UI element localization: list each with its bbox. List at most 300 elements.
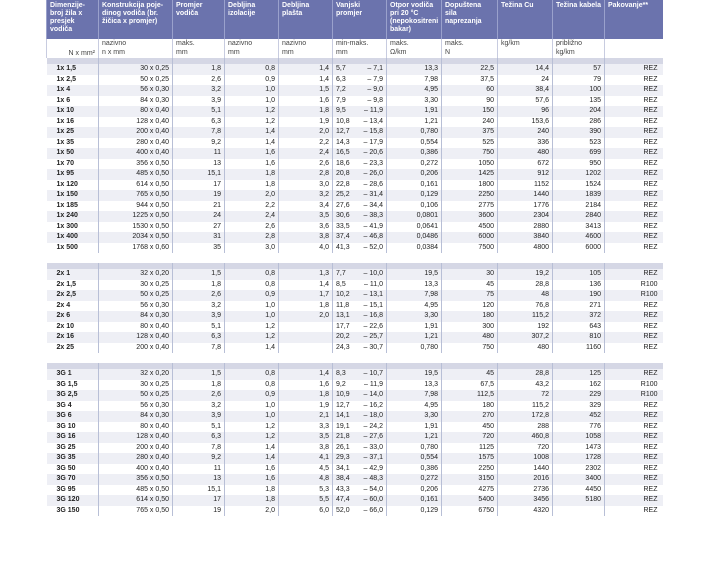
cell-copper-weight: 2736 — [498, 485, 553, 496]
cell-cable-weight: 523 — [553, 138, 605, 149]
table-row — [47, 290, 663, 301]
outer-diameter-max: – 30,7 — [363, 343, 383, 351]
cell-conductor-construction: 485 x 0,50 — [99, 169, 173, 180]
cell-outer-diameter — [333, 380, 387, 391]
cell-conductor-resistance: 13,3 — [387, 64, 442, 75]
unit-insulation-thickness: nazivno mm — [225, 39, 279, 58]
cell-conductor-construction: 1530 x 0,50 — [99, 222, 173, 233]
table-row — [47, 159, 663, 170]
outer-diameter-max: – 7,9 — [367, 75, 383, 83]
cell-tensile-force: 60 — [442, 85, 498, 96]
cell-conductor-construction: 30 x 0,25 — [99, 64, 173, 75]
cell-sheath-thickness: 3,5 — [279, 432, 333, 443]
outer-diameter-min: 9,5 — [336, 107, 346, 114]
cell-copper-weight: 2880 — [498, 222, 553, 233]
cell-sheath-thickness: 1,8 — [279, 106, 333, 117]
cell-tensile-force: 7500 — [442, 243, 498, 254]
cell-tensile-force: 4500 — [442, 222, 498, 233]
cell-copper-weight: 115,2 — [498, 311, 553, 322]
cell-tensile-force: 240 — [442, 117, 498, 128]
cell-dimension: 2x 25 — [47, 343, 99, 354]
cell-packaging: REZ — [605, 117, 663, 128]
cell-tensile-force: 180 — [442, 401, 498, 412]
table-row — [47, 280, 663, 291]
outer-diameter-min: 20,8 — [336, 170, 350, 177]
cell-cable-weight: 135 — [553, 96, 605, 107]
cell-conductor-construction: 944 x 0,50 — [99, 201, 173, 212]
outer-diameter-max: – 31,4 — [363, 191, 383, 198]
cell-tensile-force: 112,5 — [442, 390, 498, 401]
cell-packaging: R100 — [605, 290, 663, 301]
table-row — [47, 485, 663, 496]
header-outer-diameter: Vanjski promjer — [333, 0, 387, 39]
cell-packaging: REZ — [605, 343, 663, 354]
cell-copper-weight: 1008 — [498, 453, 553, 464]
cell-packaging: REZ — [605, 138, 663, 149]
cell-outer-diameter — [333, 280, 387, 291]
cell-sheath-thickness: 1,7 — [279, 290, 333, 301]
cell-dimension: 1x 50 — [47, 148, 99, 159]
cell-conductor-resistance: 4,95 — [387, 301, 442, 312]
cell-insulation-thickness: 1,8 — [225, 169, 279, 180]
table-row — [47, 190, 663, 201]
outer-diameter-min: 10,9 — [336, 391, 350, 398]
cell-dimension: 1x 300 — [47, 222, 99, 233]
cell-conductor-construction: 32 x 0,20 — [99, 369, 173, 380]
outer-diameter-max: – 20,6 — [363, 149, 383, 156]
cell-copper-weight: 28,8 — [498, 369, 553, 380]
cell-packaging: REZ — [605, 495, 663, 506]
cell-cable-weight: 2184 — [553, 201, 605, 212]
cell-outer-diameter — [333, 322, 387, 333]
cell-outer-diameter — [333, 201, 387, 212]
cell-sheath-thickness: 3,6 — [279, 222, 333, 233]
cell-packaging: REZ — [605, 148, 663, 159]
outer-diameter-max: – 33,0 — [363, 443, 383, 451]
cell-dimension: 3G 95 — [47, 485, 99, 496]
cell-conductor-diameter: 21 — [173, 201, 225, 212]
cell-dimension: 3G 35 — [47, 453, 99, 464]
cell-outer-diameter — [333, 453, 387, 464]
cell-conductor-construction: 80 x 0,40 — [99, 106, 173, 117]
outer-diameter-min: 43,3 — [336, 485, 350, 493]
cell-cable-weight: 190 — [553, 290, 605, 301]
cell-insulation-thickness: 1,0 — [225, 301, 279, 312]
cell-tensile-force: 67,5 — [442, 380, 498, 391]
cell-conductor-diameter: 5,1 — [173, 422, 225, 433]
cell-cable-weight: 4600 — [553, 232, 605, 243]
table-row — [47, 85, 663, 96]
cell-packaging: REZ — [605, 64, 663, 75]
cell-conductor-construction: 56 x 0,30 — [99, 401, 173, 412]
cell-outer-diameter — [333, 159, 387, 170]
outer-diameter-min: 6,3 — [336, 75, 346, 83]
cell-dimension: 3G 50 — [47, 464, 99, 475]
cell-packaging: REZ — [605, 96, 663, 107]
cell-dimension: 1x 35 — [47, 138, 99, 149]
cell-conductor-construction: 128 x 0,40 — [99, 332, 173, 343]
cell-sheath-thickness: 3,3 — [279, 422, 333, 433]
cable-spec-sheet — [46, 0, 662, 516]
cell-copper-weight: 288 — [498, 422, 553, 433]
cell-conductor-resistance: 0,0641 — [387, 222, 442, 233]
cell-insulation-thickness: 1,8 — [225, 495, 279, 506]
cell-conductor-construction: 200 x 0,40 — [99, 127, 173, 138]
table-row — [47, 232, 663, 243]
outer-diameter-max: – 23,3 — [363, 159, 383, 167]
cell-conductor-resistance: 13,3 — [387, 380, 442, 391]
cell-conductor-construction: 50 x 0,25 — [99, 390, 173, 401]
header-conductor-resistance: Otpor vodiča pri 20 °C (nepokositreni bakar) — [387, 0, 442, 39]
cell-cable-weight: 286 — [553, 117, 605, 128]
cell-cable-weight: 3413 — [553, 222, 605, 233]
cell-conductor-diameter: 15,1 — [173, 485, 225, 496]
cell-insulation-thickness: 1,2 — [225, 332, 279, 343]
cell-conductor-construction: 200 x 0,40 — [99, 443, 173, 454]
cell-dimension: 3G 1 — [47, 369, 99, 380]
cell-outer-diameter — [333, 127, 387, 138]
outer-diameter-max: – 38,3 — [363, 212, 383, 219]
cell-dimension: 2x 4 — [47, 301, 99, 312]
cell-conductor-diameter: 7,8 — [173, 343, 225, 354]
outer-diameter-min: 10,8 — [336, 117, 350, 125]
cell-packaging: REZ — [605, 243, 663, 254]
cell-conductor-resistance: 1,21 — [387, 332, 442, 343]
cell-sheath-thickness: 1,4 — [279, 75, 333, 86]
outer-diameter-min: 26,1 — [336, 443, 350, 451]
cell-conductor-resistance: 19,5 — [387, 369, 442, 380]
cell-conductor-diameter: 13 — [173, 159, 225, 170]
table-row — [47, 474, 663, 485]
cell-outer-diameter — [333, 443, 387, 454]
cell-tensile-force: 30 — [442, 269, 498, 280]
cell-tensile-force: 180 — [442, 311, 498, 322]
outer-diameter-min: 20,2 — [336, 333, 350, 340]
cell-dimension: 3G 4 — [47, 401, 99, 412]
cell-insulation-thickness: 1,6 — [225, 474, 279, 485]
cell-dimension: 3G 6 — [47, 411, 99, 422]
cell-packaging: REZ — [605, 222, 663, 233]
cell-dimension: 2x 1,5 — [47, 280, 99, 291]
cell-copper-weight: 115,2 — [498, 401, 553, 412]
cell-insulation-thickness: 2,2 — [225, 201, 279, 212]
cell-outer-diameter — [333, 169, 387, 180]
unit-cable-weight: približno kg/km — [553, 39, 605, 58]
cell-outer-diameter — [333, 290, 387, 301]
outer-diameter-min: 18,6 — [336, 159, 350, 167]
cell-cable-weight: 776 — [553, 422, 605, 433]
cell-cable-weight: 79 — [553, 75, 605, 86]
cell-conductor-resistance: 1,91 — [387, 422, 442, 433]
outer-diameter-max: – 13,1 — [363, 291, 383, 298]
cell-insulation-thickness: 0,9 — [225, 290, 279, 301]
cell-packaging: REZ — [605, 443, 663, 454]
cell-insulation-thickness: 1,0 — [225, 311, 279, 322]
unit-dimensions: N x mm² — [47, 39, 99, 58]
cell-copper-weight: 1440 — [498, 464, 553, 475]
cell-conductor-diameter: 2,6 — [173, 75, 225, 86]
header-sheath-thickness: Debljina plašta — [279, 0, 333, 39]
cell-conductor-diameter: 3,2 — [173, 301, 225, 312]
cell-copper-weight: 336 — [498, 138, 553, 149]
outer-diameter-min: 9,2 — [336, 380, 346, 388]
cell-conductor-construction: 128 x 0,40 — [99, 432, 173, 443]
cell-tensile-force: 2250 — [442, 464, 498, 475]
outer-diameter-max: – 16,8 — [363, 312, 383, 319]
cell-insulation-thickness: 0,8 — [225, 369, 279, 380]
cell-conductor-diameter: 5,1 — [173, 322, 225, 333]
cell-conductor-construction: 485 x 0,50 — [99, 485, 173, 496]
cell-conductor-diameter: 7,8 — [173, 127, 225, 138]
table-row — [47, 127, 663, 138]
cell-conductor-construction: 84 x 0,30 — [99, 311, 173, 322]
table-row — [47, 75, 663, 86]
outer-diameter-max: – 48,3 — [363, 475, 383, 482]
cell-packaging: REZ — [605, 485, 663, 496]
cell-sheath-thickness: 1,3 — [279, 269, 333, 280]
cell-cable-weight: 4450 — [553, 485, 605, 496]
cell-outer-diameter — [333, 64, 387, 75]
cell-conductor-construction: 400 x 0,40 — [99, 464, 173, 475]
cell-cable-weight: 1524 — [553, 180, 605, 191]
cell-conductor-diameter: 1,5 — [173, 369, 225, 380]
cell-copper-weight: 48 — [498, 290, 553, 301]
cell-conductor-construction: 765 x 0,50 — [99, 506, 173, 517]
cell-copper-weight: 480 — [498, 343, 553, 354]
cell-conductor-construction: 200 x 0,40 — [99, 343, 173, 354]
cell-conductor-diameter: 2,6 — [173, 390, 225, 401]
cell-copper-weight: 460,8 — [498, 432, 553, 443]
outer-diameter-min: 5,7 — [336, 65, 346, 72]
cell-dimension: 1x 500 — [47, 243, 99, 254]
cell-tensile-force: 90 — [442, 96, 498, 107]
unit-copper-weight: kg/km — [498, 39, 553, 58]
outer-diameter-min: 7,7 — [336, 270, 346, 277]
cell-cable-weight: 372 — [553, 311, 605, 322]
cell-conductor-resistance: 0,161 — [387, 495, 442, 506]
cell-tensile-force: 6000 — [442, 232, 498, 243]
cell-dimension: 3G 150 — [47, 506, 99, 517]
table-row — [47, 422, 663, 433]
cell-copper-weight: 96 — [498, 106, 553, 117]
cell-conductor-resistance: 1,21 — [387, 117, 442, 128]
cell-tensile-force: 45 — [442, 280, 498, 291]
cell-sheath-thickness: 6,0 — [279, 506, 333, 517]
cell-conductor-construction: 765 x 0,50 — [99, 190, 173, 201]
cell-outer-diameter — [333, 222, 387, 233]
outer-diameter-max: – 66,0 — [363, 506, 383, 514]
cell-insulation-thickness: 0,8 — [225, 64, 279, 75]
cell-outer-diameter — [333, 332, 387, 343]
cell-conductor-resistance: 0,780 — [387, 343, 442, 354]
cell-dimension: 1x 240 — [47, 211, 99, 222]
cell-conductor-resistance: 0,129 — [387, 190, 442, 201]
cell-cable-weight: 204 — [553, 106, 605, 117]
cell-dimension: 1x 16 — [47, 117, 99, 128]
cell-conductor-resistance: 0,161 — [387, 180, 442, 191]
cell-conductor-construction: 80 x 0,40 — [99, 422, 173, 433]
outer-diameter-min: 12,7 — [336, 128, 350, 135]
cell-insulation-thickness: 1,6 — [225, 464, 279, 475]
unit-conductor-construction: nazivno n x mm — [99, 39, 173, 58]
cell-conductor-diameter: 2,6 — [173, 290, 225, 301]
cell-insulation-thickness: 1,4 — [225, 453, 279, 464]
cell-packaging: REZ — [605, 127, 663, 138]
units-row — [47, 39, 663, 58]
outer-diameter-max: – 52,0 — [363, 243, 383, 251]
cell-outer-diameter — [333, 138, 387, 149]
outer-diameter-min: 7,2 — [336, 86, 346, 93]
cell-conductor-diameter: 24 — [173, 211, 225, 222]
cell-dimension: 3G 70 — [47, 474, 99, 485]
cell-outer-diameter — [333, 432, 387, 443]
cell-tensile-force: 525 — [442, 138, 498, 149]
cell-cable-weight: 1202 — [553, 169, 605, 180]
cell-packaging: REZ — [605, 269, 663, 280]
outer-diameter-max: – 26,0 — [363, 170, 383, 177]
cell-conductor-construction: 30 x 0,25 — [99, 280, 173, 291]
cell-sheath-thickness — [279, 332, 333, 343]
cell-outer-diameter — [333, 495, 387, 506]
cell-conductor-diameter: 17 — [173, 180, 225, 191]
cell-copper-weight: 14,4 — [498, 64, 553, 75]
cell-insulation-thickness: 1,0 — [225, 85, 279, 96]
cell-sheath-thickness: 4,1 — [279, 453, 333, 464]
table-row — [47, 432, 663, 443]
outer-diameter-min: 47,4 — [336, 496, 350, 503]
cell-packaging: REZ — [605, 211, 663, 222]
cell-tensile-force: 1575 — [442, 453, 498, 464]
outer-diameter-min: 21,8 — [336, 433, 350, 440]
cell-sheath-thickness: 2,6 — [279, 159, 333, 170]
cell-insulation-thickness: 2,6 — [225, 222, 279, 233]
cell-cable-weight: 643 — [553, 322, 605, 333]
cell-cable-weight: 329 — [553, 401, 605, 412]
cell-sheath-thickness: 4,5 — [279, 464, 333, 475]
cell-packaging: REZ — [605, 369, 663, 380]
cell-conductor-resistance: 0,272 — [387, 474, 442, 485]
outer-diameter-max: – 17,9 — [363, 138, 383, 146]
header-dimensions: Dimenzije-broj žila x presjek vodiča — [47, 0, 99, 39]
cell-copper-weight: 240 — [498, 127, 553, 138]
cell-tensile-force: 37,5 — [442, 75, 498, 86]
cell-sheath-thickness: 2,0 — [279, 127, 333, 138]
cell-copper-weight: 4800 — [498, 243, 553, 254]
outer-diameter-max: – 25,7 — [363, 333, 383, 340]
header-insulation-thickness: Debljina izolacije — [225, 0, 279, 39]
cell-conductor-diameter: 1,8 — [173, 280, 225, 291]
cell-insulation-thickness: 2,4 — [225, 211, 279, 222]
cell-tensile-force: 1800 — [442, 180, 498, 191]
cell-conductor-construction: 1225 x 0,50 — [99, 211, 173, 222]
cell-conductor-resistance: 4,95 — [387, 401, 442, 412]
cell-packaging: REZ — [605, 432, 663, 443]
cell-packaging: REZ — [605, 159, 663, 170]
cell-cable-weight — [553, 506, 605, 517]
cell-cable-weight: 6000 — [553, 243, 605, 254]
cell-dimension: 2x 16 — [47, 332, 99, 343]
cell-conductor-resistance: 1,91 — [387, 322, 442, 333]
cell-outer-diameter — [333, 243, 387, 254]
cell-conductor-resistance: 0,272 — [387, 159, 442, 170]
outer-diameter-min: 8,5 — [336, 280, 346, 288]
cell-cable-weight: 2302 — [553, 464, 605, 475]
cell-outer-diameter — [333, 301, 387, 312]
cell-sheath-thickness: 3,5 — [279, 211, 333, 222]
cell-conductor-resistance: 0,206 — [387, 485, 442, 496]
outer-diameter-max: – 46,8 — [363, 233, 383, 240]
table-row — [47, 117, 663, 128]
cell-cable-weight: 125 — [553, 369, 605, 380]
cell-tensile-force: 22,5 — [442, 64, 498, 75]
header-cable-weight: Težina kabela — [553, 0, 605, 39]
cell-dimension: 1x 4 — [47, 85, 99, 96]
outer-diameter-max: – 9,0 — [367, 86, 383, 93]
table-row — [47, 443, 663, 454]
outer-diameter-min: 37,4 — [336, 233, 350, 240]
cell-copper-weight: 38,4 — [498, 85, 553, 96]
table-row — [47, 506, 663, 517]
cell-packaging: REZ — [605, 464, 663, 475]
cell-copper-weight: 1776 — [498, 201, 553, 212]
cell-packaging: REZ — [605, 232, 663, 243]
cell-cable-weight: 100 — [553, 85, 605, 96]
cell-conductor-diameter: 3,9 — [173, 411, 225, 422]
table-row — [47, 343, 663, 354]
outer-diameter-min: 29,3 — [336, 454, 350, 461]
cell-dimension: 1x 120 — [47, 180, 99, 191]
cell-conductor-diameter: 3,2 — [173, 85, 225, 96]
header-row — [47, 0, 663, 39]
table-row — [47, 169, 663, 180]
cell-packaging: REZ — [605, 180, 663, 191]
cell-conductor-diameter: 9,2 — [173, 453, 225, 464]
cell-dimension: 2x 6 — [47, 311, 99, 322]
cell-dimension: 3G 10 — [47, 422, 99, 433]
table-row — [47, 332, 663, 343]
cell-conductor-resistance: 0,554 — [387, 138, 442, 149]
cell-copper-weight: 1152 — [498, 180, 553, 191]
cell-outer-diameter — [333, 117, 387, 128]
unit-conductor-resistance: maks. Ω/km — [387, 39, 442, 58]
outer-diameter-max: – 37,1 — [363, 454, 383, 461]
cell-conductor-construction: 280 x 0,40 — [99, 453, 173, 464]
header-copper-weight: Težina Cu — [498, 0, 553, 39]
cell-conductor-construction: 614 x 0,50 — [99, 180, 173, 191]
cell-outer-diameter — [333, 506, 387, 517]
cell-packaging: REZ — [605, 411, 663, 422]
table-row — [47, 301, 663, 312]
cell-conductor-construction: 356 x 0,50 — [99, 159, 173, 170]
cell-tensile-force: 3150 — [442, 474, 498, 485]
outer-diameter-min: 11,8 — [336, 301, 350, 309]
cell-outer-diameter — [333, 411, 387, 422]
outer-diameter-min: 19,1 — [336, 422, 350, 430]
cell-sheath-thickness: 1,9 — [279, 401, 333, 412]
outer-diameter-max: – 24,2 — [363, 422, 383, 430]
cell-insulation-thickness: 1,8 — [225, 485, 279, 496]
cell-packaging: REZ — [605, 169, 663, 180]
cell-conductor-construction: 84 x 0,30 — [99, 411, 173, 422]
cell-sheath-thickness — [279, 322, 333, 333]
outer-diameter-max: – 10,0 — [363, 270, 383, 277]
table-header — [47, 0, 663, 58]
cell-conductor-diameter: 3,9 — [173, 96, 225, 107]
cable-spec-table — [46, 0, 663, 516]
cell-outer-diameter — [333, 485, 387, 496]
cell-tensile-force: 300 — [442, 322, 498, 333]
cell-conductor-resistance: 0,386 — [387, 148, 442, 159]
